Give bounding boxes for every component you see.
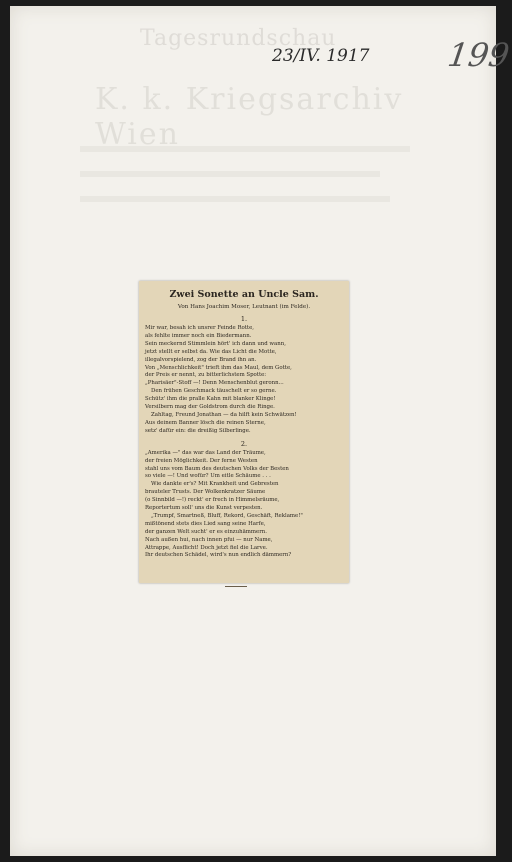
bleed-through-line: [80, 196, 390, 202]
poem-line: der ganzen Welt sucht' er es einzuhämmern.: [145, 528, 267, 535]
clipping-divider: [225, 586, 247, 587]
bleed-through-subtitle: K. k. Kriegsarchiv Wien: [95, 82, 404, 152]
poem-line: brauteler Trusts. Der Wolkenkratzer Säume: [145, 489, 266, 496]
poem-line: setz' dafür ein: die dreißig Silberlinge.: [145, 427, 251, 434]
poem-line: illegalvorspielend, zog der Brand ihn an.: [145, 356, 257, 363]
poem-line: Mir war, besah ich unsrer Feinde Rotte,: [145, 325, 255, 331]
poem-line: Von „Menschlichkeit" trieft ihm das Maul, dem Gotte,: [145, 364, 292, 371]
clipping-author: Von Hans Joachim Moser, Leutnant (im Felde).: [177, 304, 311, 310]
bleed-through-line: [80, 146, 410, 152]
newspaper-clipping: [139, 281, 349, 583]
poem-line: Schütz' ihm die pralle Kahn mit blanker Klinge!: [145, 396, 276, 403]
poem-line: jetzt stellt er selbst da. Wie das Licht die Motte,: [145, 348, 277, 355]
poem-line: Wie dankte er's? Mit Krankheit und Gebresten: [151, 481, 279, 488]
bleed-through-title: Tagesrundschau: [140, 26, 337, 51]
handwritten-date: 23/IV. 1917: [272, 46, 370, 66]
poem-line: „Amerika —" das war das Land der Träume,: [145, 449, 266, 456]
poem-line: Versilbern mag der Goldstrom durch die Ringe.: [145, 404, 275, 411]
poem-line: Aus deinem Banner lösch die reinen Sterne,: [145, 419, 266, 426]
poem-line: Ihr deutschen Schädel, wird's nun endlich dämmern?: [145, 552, 292, 559]
clipping-title: Zwei Sonette an Uncle Sam.: [169, 289, 319, 300]
sonnet-1: [145, 325, 343, 436]
sonnet-2-number: 2.: [240, 439, 248, 448]
poem-line: mißtönend stets dies Lied sang seine Harfe,: [145, 520, 266, 527]
poem-line: Sein meckernd Stimmlein hört' ich dann und wann,: [145, 340, 286, 347]
poem-line: der freien Möglichkeit. Der ferne Westen: [145, 457, 258, 464]
poem-line: Reportertum soll' uns die Kunst verpesten.: [145, 505, 263, 512]
poem-line: „Trumpf, Smartneß, Bluff, Rekord, Geschäft, Reklame!": [151, 512, 303, 519]
poem-line: als fehlte immer noch ein Biedermann.: [145, 332, 252, 339]
poem-line: Nach außen hui, nach innen pfui — nur Name,: [145, 536, 273, 543]
bleed-through-line: [80, 171, 380, 177]
poem-line: Attrappe, Ausflicht! Doch jetzt fiel die Larve.: [145, 544, 268, 551]
poem-line: (o Sinnbild —!) reckt' er frech in Himmelsräume,: [145, 497, 280, 504]
poem-line: so viele —! Und wofür? Um eitle Schäume . . .: [145, 473, 271, 480]
handwritten-folio-number: 199: [445, 36, 512, 74]
poem-line: stahl uns vom Baum des deutschen Volks der Besten: [145, 465, 289, 472]
poem-line: der Preis er nennt, zu bitterlichstem Spotte:: [145, 372, 267, 379]
poem-line: Zahltag, Freund Jonathan — da hilft kein Schwätzen!: [151, 411, 297, 418]
sonnet-1-number: 1.: [240, 315, 248, 323]
sonnet-2: [145, 450, 343, 561]
poem-line: Den frühen Geschmack täuschelt er so gerne.: [151, 388, 277, 395]
poem-line: „Pharisäer"-Stoff —! Denn Menschenblut geronn...: [145, 380, 284, 387]
